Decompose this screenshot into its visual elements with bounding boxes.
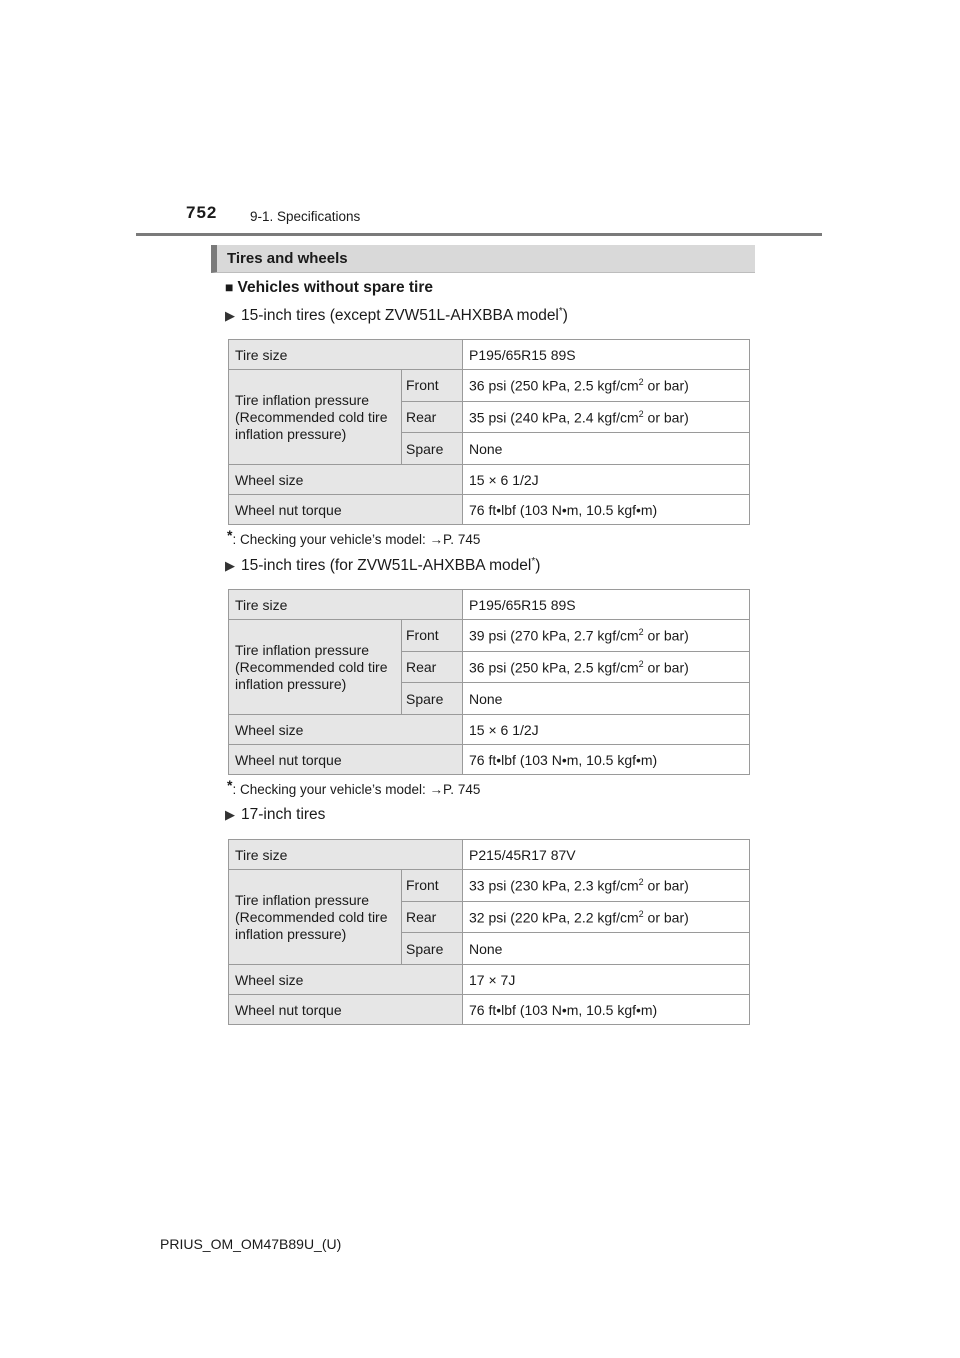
pressure-label: Tire inflation pressure (Recommended cold tire inflation pressure) xyxy=(229,370,402,465)
spare-label: Spare xyxy=(402,683,463,715)
unit-tail: or bar) xyxy=(643,877,689,894)
subheading xyxy=(225,279,433,297)
section-title: 9-1. Specifications xyxy=(250,209,361,224)
spare-value: None xyxy=(463,433,750,465)
arrow-bullet-icon: ▶ xyxy=(225,807,235,822)
unit-tail: or bar) xyxy=(643,627,689,644)
rear-label: Rear xyxy=(402,401,463,433)
table-row xyxy=(229,340,750,370)
wheel-size-label: Wheel size xyxy=(229,965,463,995)
footer-doc-id: PRIUS_OM_OM47B89U_(U) xyxy=(160,1236,342,1252)
rear-pressure-text: 32 psi (220 kPa, 2.2 kgf/cm xyxy=(469,909,639,926)
spare-value: None xyxy=(463,933,750,965)
unit-tail: or bar) xyxy=(643,909,689,926)
table-3-heading xyxy=(225,806,325,824)
wheel-size-value: 15 × 6 1/2J xyxy=(463,465,750,495)
wheel-size-label: Wheel size xyxy=(229,715,463,745)
front-label: Front xyxy=(402,370,463,402)
unit-exponent: 2 xyxy=(638,908,644,919)
table-row xyxy=(229,620,750,652)
unit-exponent: 2 xyxy=(638,658,644,669)
footnote-text: : Checking your vehicle’s model: →P. 745 xyxy=(232,782,481,797)
table-1-heading xyxy=(225,306,568,325)
unit-tail: or bar) xyxy=(643,409,689,426)
table-2-heading-text: 15-inch tires (for ZVW51L-AHXBBA model xyxy=(241,557,532,575)
table-3-heading-text: 17-inch tires xyxy=(241,806,326,823)
pressure-label: Tire inflation pressure (Recommended cold tire inflation pressure) xyxy=(229,620,402,715)
torque-value: 76 ft•lbf (103 N•m, 10.5 kgf•m) xyxy=(463,995,750,1025)
unit-exponent: 2 xyxy=(638,627,644,637)
table-row xyxy=(229,715,750,745)
footnote-mark: * xyxy=(531,556,536,567)
arrow-bullet-icon: ▶ xyxy=(225,308,235,324)
table-row xyxy=(229,995,750,1025)
spec-table-3 xyxy=(228,839,750,1025)
table-row xyxy=(229,590,750,620)
front-pressure xyxy=(463,620,750,652)
table-row xyxy=(229,870,750,902)
pressure-label: Tire inflation pressure (Recommended cold tire inflation pressure) xyxy=(229,870,402,965)
front-pressure xyxy=(463,870,750,902)
title-bar xyxy=(211,245,755,273)
unit-exponent: 2 xyxy=(638,877,644,887)
heading-close: ) xyxy=(562,307,568,325)
header-divider xyxy=(136,233,822,236)
spec-table-2 xyxy=(228,589,750,775)
rear-pressure xyxy=(463,651,750,683)
torque-label: Wheel nut torque xyxy=(229,745,463,775)
heading-close: ) xyxy=(535,557,541,575)
wheel-size-label: Wheel size xyxy=(229,465,463,495)
table-row xyxy=(229,745,750,775)
front-label: Front xyxy=(402,870,463,902)
footnote-mark: * xyxy=(227,777,233,793)
spec-table-1 xyxy=(228,339,750,525)
unit-tail: or bar) xyxy=(643,377,689,394)
rear-pressure xyxy=(463,901,750,933)
table-row xyxy=(229,370,750,402)
rear-pressure-text: 36 psi (250 kPa, 2.5 kgf/cm xyxy=(469,659,639,676)
footnote-text: : Checking your vehicle’s model: →P. 745 xyxy=(232,532,481,547)
front-pressure-text: 33 psi (230 kPa, 2.3 kgf/cm xyxy=(469,877,639,894)
spare-label: Spare xyxy=(402,433,463,465)
rear-label: Rear xyxy=(402,651,463,683)
table-row xyxy=(229,495,750,525)
table-2-heading xyxy=(225,556,540,575)
table-row xyxy=(229,465,750,495)
table-row xyxy=(229,840,750,870)
rear-pressure xyxy=(463,401,750,433)
rear-label: Rear xyxy=(402,901,463,933)
tire-size-label: Tire size xyxy=(229,840,463,870)
front-pressure-text: 39 psi (270 kPa, 2.7 kgf/cm xyxy=(469,627,639,644)
rear-pressure-text: 35 psi (240 kPa, 2.4 kgf/cm xyxy=(469,409,639,426)
square-bullet-icon: ■ xyxy=(225,279,234,295)
front-pressure xyxy=(463,370,750,402)
spare-label: Spare xyxy=(402,933,463,965)
unit-exponent: 2 xyxy=(638,377,644,387)
torque-value: 76 ft•lbf (103 N•m, 10.5 kgf•m) xyxy=(463,745,750,775)
torque-value: 76 ft•lbf (103 N•m, 10.5 kgf•m) xyxy=(463,495,750,525)
unit-tail: or bar) xyxy=(643,659,689,676)
footnote xyxy=(227,777,480,797)
subheading-text: Vehicles without spare tire xyxy=(237,279,434,296)
wheel-size-value: 15 × 6 1/2J xyxy=(463,715,750,745)
tire-size-value: P215/45R17 87V xyxy=(463,840,750,870)
page-title: Tires and wheels xyxy=(227,250,348,267)
torque-label: Wheel nut torque xyxy=(229,995,463,1025)
tire-size-label: Tire size xyxy=(229,590,463,620)
tire-size-label: Tire size xyxy=(229,340,463,370)
table-1-heading-text: 15-inch tires (except ZVW51L-AHXBBA model xyxy=(241,307,559,325)
unit-exponent: 2 xyxy=(638,408,644,419)
footnote xyxy=(227,527,480,547)
page-number: 752 xyxy=(186,203,218,222)
front-pressure-text: 36 psi (250 kPa, 2.5 kgf/cm xyxy=(469,377,639,394)
torque-label: Wheel nut torque xyxy=(229,495,463,525)
tire-size-value: P195/65R15 89S xyxy=(463,340,750,370)
tire-size-value: P195/65R15 89S xyxy=(463,590,750,620)
page-header xyxy=(0,0,960,240)
footnote-mark: * xyxy=(558,306,563,317)
arrow-bullet-icon: ▶ xyxy=(225,558,235,574)
table-row xyxy=(229,965,750,995)
footnote-mark: * xyxy=(227,527,233,543)
spare-value: None xyxy=(463,683,750,715)
wheel-size-value: 17 × 7J xyxy=(463,965,750,995)
front-label: Front xyxy=(402,620,463,652)
